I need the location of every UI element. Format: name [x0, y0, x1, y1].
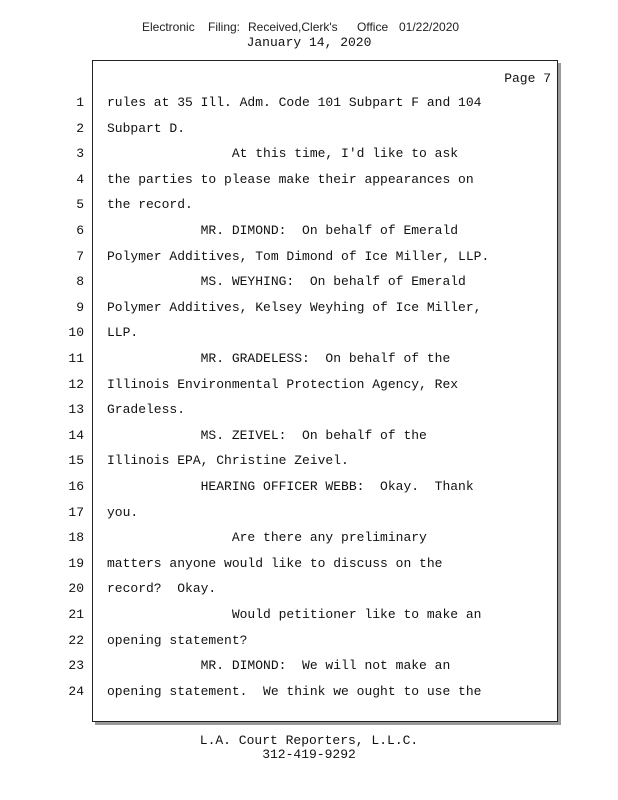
line-number: 5	[76, 197, 84, 212]
line-number: 9	[76, 300, 84, 315]
filing-word: Filing:	[208, 20, 241, 34]
line-number: 12	[68, 377, 84, 392]
footer-company: L.A. Court Reporters, L.L.C.	[199, 733, 419, 748]
transcript-line: Are there any preliminary	[107, 530, 427, 545]
line-number: 2	[76, 121, 84, 136]
transcript-line: opening statement. We think we ought to use the	[107, 684, 482, 699]
line-number: 11	[68, 351, 84, 366]
transcript-line: the parties to please make their appearances on	[107, 172, 474, 187]
line-number: 1	[76, 95, 84, 110]
transcript-line: Polymer Additives, Kelsey Weyhing of Ice Miller,	[107, 300, 482, 315]
line-number: 8	[76, 274, 84, 289]
filing-word: Electronic	[142, 20, 195, 34]
transcript-line: Illinois EPA, Christine Zeivel.	[107, 453, 349, 468]
transcript-line: Subpart D.	[107, 121, 186, 136]
transcript-line: MR. DIMOND: On behalf of Emerald	[107, 223, 459, 238]
transcript-line: the record.	[107, 197, 193, 212]
line-number: 23	[68, 658, 84, 673]
filing-word: Office	[357, 20, 389, 34]
transcript-line: Would petitioner like to make an	[107, 607, 482, 622]
transcript-line: MS. WEYHING: On behalf of Emerald	[107, 274, 466, 289]
line-number: 4	[76, 172, 84, 187]
line-number: 18	[68, 530, 84, 545]
transcript-line: rules at 35 Ill. Adm. Code 101 Subpart F and 104	[107, 95, 482, 110]
line-number: 24	[68, 684, 84, 699]
line-number: 15	[68, 453, 84, 468]
line-number: 16	[68, 479, 84, 494]
line-number: 14	[68, 428, 84, 443]
transcript-line: you.	[107, 505, 139, 520]
line-number: 17	[68, 505, 84, 520]
transcript-line: Polymer Additives, Tom Dimond of Ice Miller, LLP.	[107, 249, 490, 264]
transcript-line: At this time, I'd like to ask	[107, 146, 459, 161]
transcript-line: Illinois Environmental Protection Agency, Rex	[107, 377, 459, 392]
line-number: 22	[68, 633, 84, 648]
transcript-line: HEARING OFFICER WEBB: Okay. Thank	[107, 479, 474, 494]
filing-word: Received,Clerk's	[248, 20, 338, 34]
line-number: 19	[68, 556, 84, 571]
line-number: 21	[68, 607, 84, 622]
line-number: 20	[68, 581, 84, 596]
line-number: 3	[76, 146, 84, 161]
line-number: 10	[68, 325, 84, 340]
transcript-line: opening statement?	[107, 633, 248, 648]
page-number: Page 7	[504, 71, 551, 86]
transcript-line: Gradeless.	[107, 402, 186, 417]
transcript-line: matters anyone would like to discuss on the	[107, 556, 443, 571]
transcript-line: MR. GRADELESS: On behalf of the	[107, 351, 451, 366]
line-number: 13	[68, 402, 84, 417]
line-number: 6	[76, 223, 84, 238]
transcript-line: MS. ZEIVEL: On behalf of the	[107, 428, 427, 443]
transcript-line: LLP.	[107, 325, 139, 340]
transcript-line: MR. DIMOND: We will not make an	[107, 658, 451, 673]
line-number: 7	[76, 249, 84, 264]
filing-word: 01/22/2020	[399, 20, 460, 34]
transcript-line: record? Okay.	[107, 581, 217, 596]
footer-phone: 312-419-9292	[262, 747, 356, 762]
hearing-date: January 14, 2020	[246, 35, 372, 50]
